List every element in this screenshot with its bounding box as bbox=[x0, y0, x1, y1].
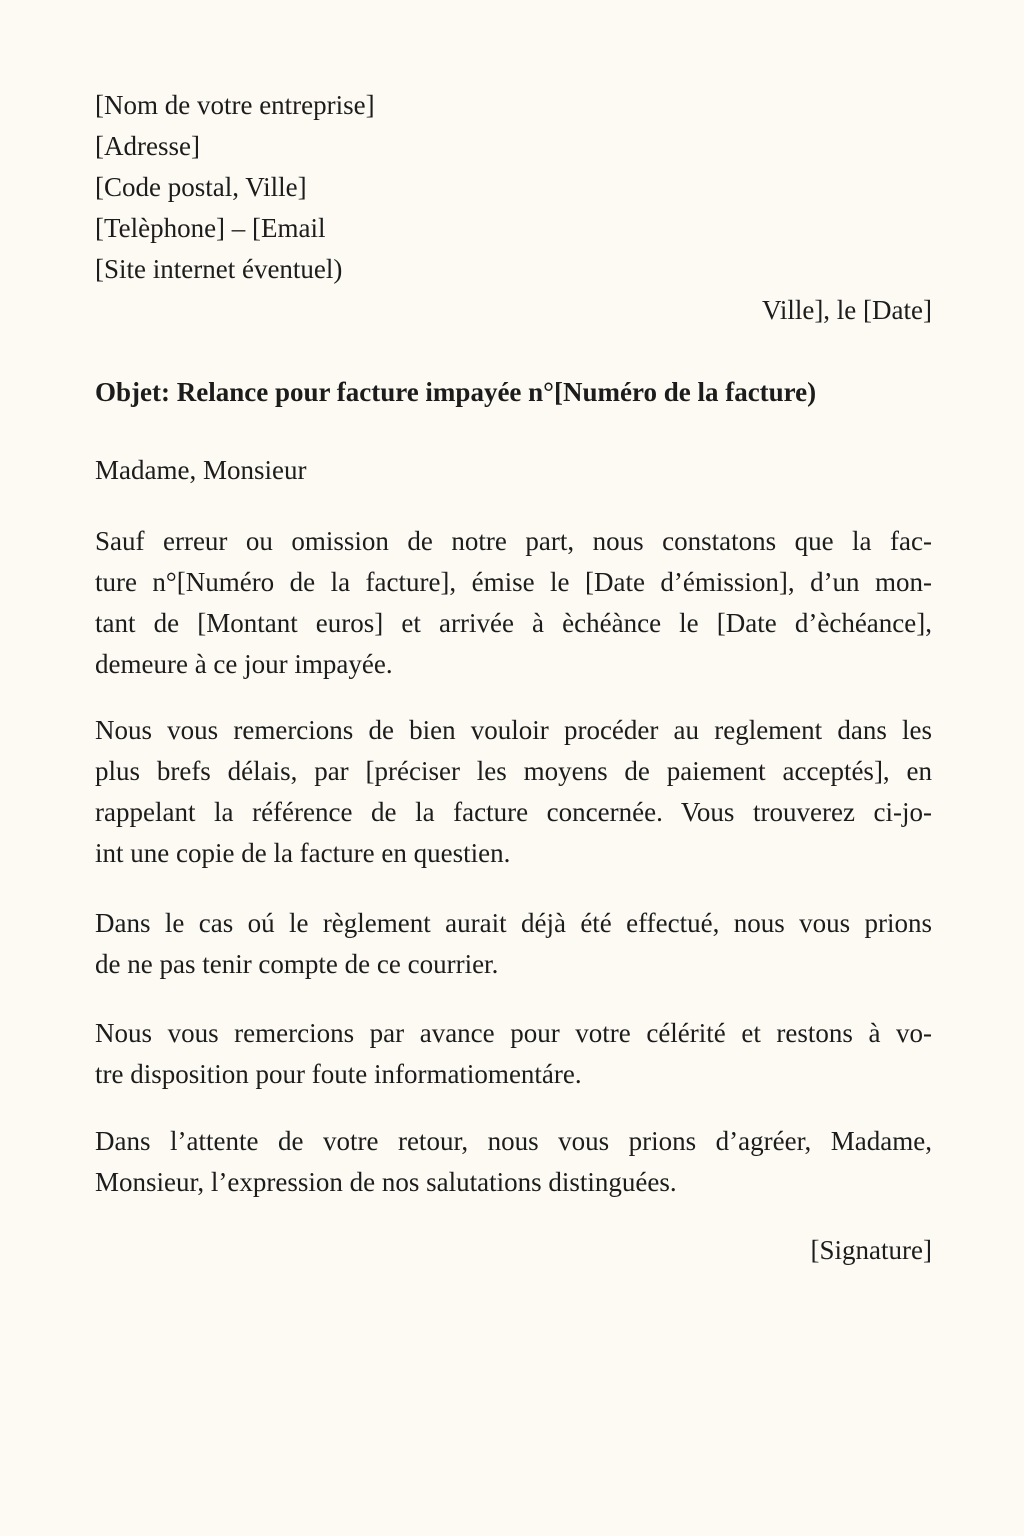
text-line: Dans le cas oú le règlement aurait déjà été effectué, nous vous prions bbox=[95, 908, 932, 938]
text-line: demeure à ce jour impayée. bbox=[95, 649, 393, 679]
text-line: int une copie de la facture en questien. bbox=[95, 838, 511, 868]
text-line: tre disposition pour foute informatiomentáre. bbox=[95, 1059, 582, 1089]
text-line: Nous vous remercions par avance pour votre célérité et restons à vo- bbox=[95, 1018, 932, 1048]
paragraph-4 bbox=[95, 1013, 932, 1095]
paragraph-2 bbox=[95, 710, 932, 874]
sender-company: [Nom de votre entreprise] bbox=[95, 90, 375, 120]
text-line: plus brefs délais, par [préciser les moyens de paiement acceptés], en bbox=[95, 756, 932, 786]
sender-address: [Adresse] bbox=[95, 131, 200, 161]
sender-website: [Site internet éventuel) bbox=[95, 254, 343, 284]
paragraph-3 bbox=[95, 903, 932, 985]
place-date: Ville], le [Date] bbox=[761, 295, 932, 325]
text-line: Monsieur, l’expression de nos salutations distinguées. bbox=[95, 1167, 677, 1197]
signature: [Signature] bbox=[810, 1235, 932, 1265]
salutation: Madame, Monsieur bbox=[95, 455, 307, 485]
text-line: tant de [Montant euros] et arrivée à èchéànce le [Date d’èchéance], bbox=[95, 608, 932, 638]
paragraph-1 bbox=[95, 521, 932, 685]
text-line: Sauf erreur ou omission de notre part, nous constatons que la fac- bbox=[95, 526, 932, 556]
subject-line: Objet: Relance pour facture impayée n°[Numéro de la facture) bbox=[95, 377, 817, 407]
text-line: ture n°[Numéro de la facture], émise le [Date d’émission], d’un mon- bbox=[95, 567, 932, 597]
text-line: Nous vous remercions de bien vouloir procéder au reglement dans les bbox=[95, 715, 932, 745]
sender-city: [Code postal, Ville] bbox=[95, 172, 307, 202]
text-line: de ne pas tenir compte de ce courrier. bbox=[95, 949, 499, 979]
sender-block bbox=[95, 85, 932, 290]
paragraph-5 bbox=[95, 1121, 932, 1203]
text-line: Dans l’attente de votre retour, nous vous prions d’agréer, Madame, bbox=[95, 1126, 932, 1156]
text-line: rappelant la référence de la facture concernée. Vous trouverez ci-jo- bbox=[95, 797, 932, 827]
sender-contact: [Telèphone] – [Email bbox=[95, 213, 326, 243]
